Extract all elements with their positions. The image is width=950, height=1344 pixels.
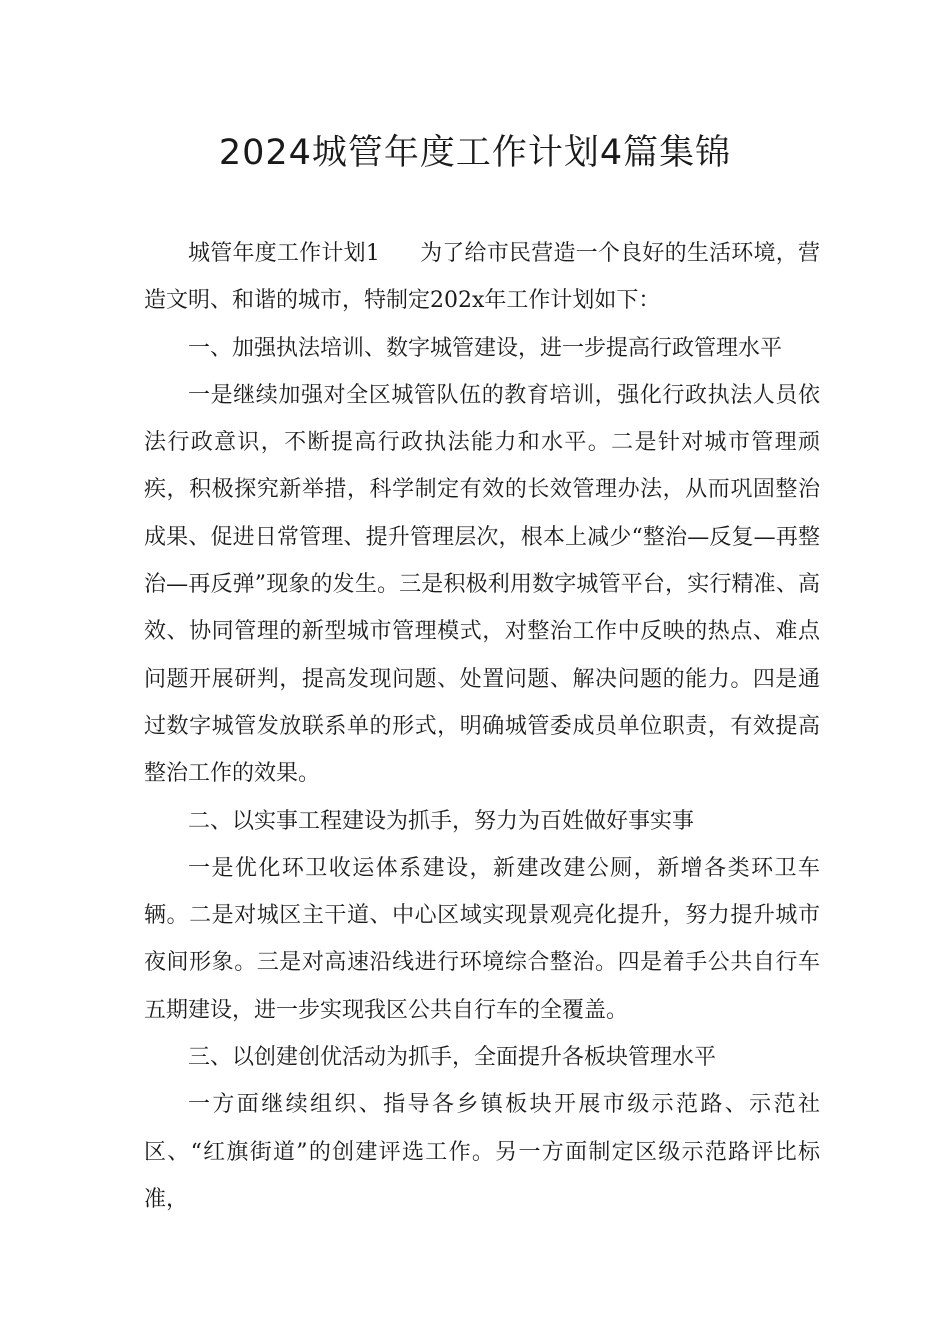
document-title: 2024城管年度工作计划4篇集锦 [218, 133, 732, 173]
section3-body: 一方面继续组织、指导各乡镇板块开展市级示范路、示范社区、“红旗街道”的创建评选工作。另一方面制定区级示范路评比标准， [144, 1092, 820, 1212]
section2-heading: 二、以实事工程建设为抓手，努力为百姓做好事实事 [188, 808, 695, 834]
intro-label: 城管年度工作计划1 [188, 241, 380, 266]
section2-body: 一是优化环卫收运体系建设，新建改建公厕，新增各类环卫车辆。二是对城区主干道、中心区域实现景观亮化提升，努力提升城市夜间形象。三是对高速沿线进行环境综合整治。四是着手公共自行车五期建设，进一步实现我区公共自行车的全覆盖。 [144, 855, 820, 1023]
section3-heading: 三、以创建创优活动为抓手，全面提升各板块管理水平 [188, 1045, 717, 1071]
intro-paragraph [144, 230, 820, 325]
document-body [144, 230, 820, 1223]
section1-body: 一是继续加强对全区城管队伍的教育培训，强化行政执法人员依法行政意识，不断提高行政执法能力和水平。二是针对城市管理顽疾，积极探究新举措，科学制定有效的长效管理办法，从而巩固整治成果、促进日常管理、提升管理层次，根本上减少“整治—反复—再整治—再反弹”现象的发生。三是积极利用数字城管平台，实行精准、高效、协同管理的新型城市管理模式，对整治工作中反映的热点、难点问题开展研判，提高发现问题、处置问题、解决问题的能力。四是通过数字城管发放联系单的形式，明确城管委成员单位职责，有效提高整治工作的效果。 [144, 382, 820, 787]
intro-text: 为了给市民营造一个良好的生活环境，营造文明、和谐的城市，特制定202x年工作计划如下： [144, 241, 820, 314]
section1-heading: 一、加强执法培训、数字城管建设，进一步提高行政管理水平 [188, 335, 783, 361]
